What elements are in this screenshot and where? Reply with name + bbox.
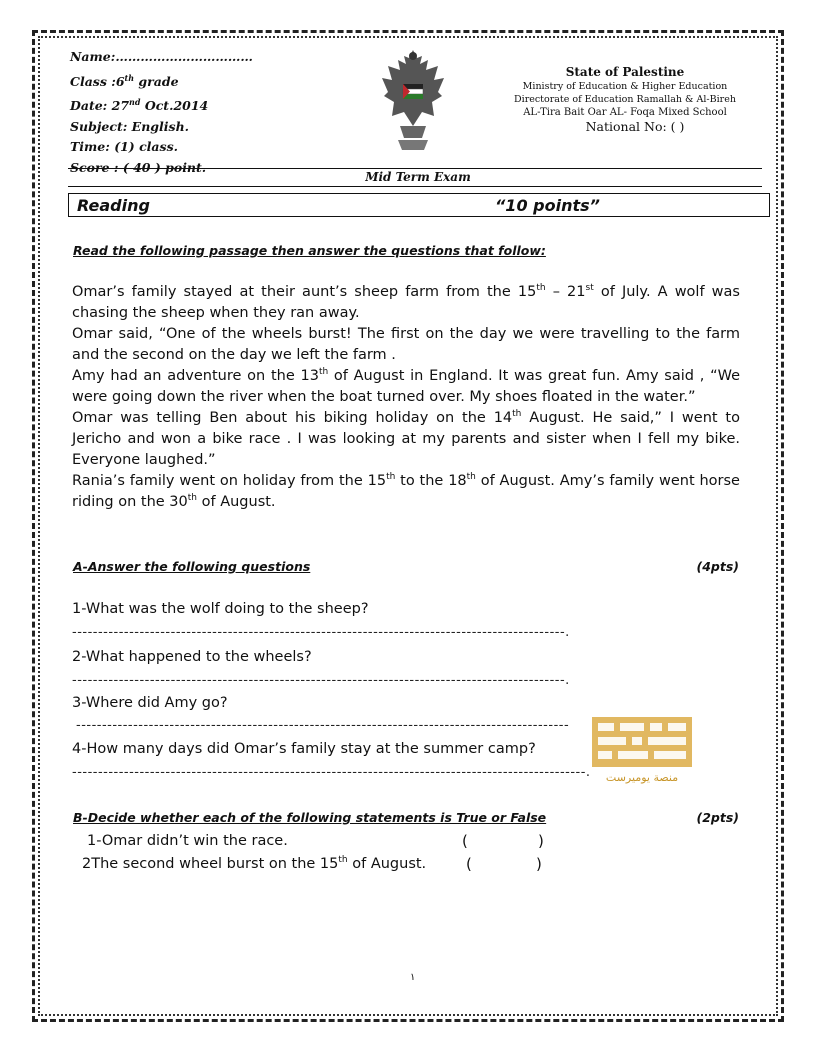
statement-1: 1-Omar didn’t win the race. [87,833,288,849]
student-info [70,47,253,178]
subject-line: Subject: English. [70,118,190,134]
name-line: Name:…………………………… [70,49,253,64]
reading-passage [72,282,740,513]
passage-paragraph-3: Amy had an adventure on the 13th of August in England. It was great fun. Amy said , “We were going down the river when the boat turned over. My shoes floated in the water.” [72,367,740,405]
question-1: 1-What was the wolf doing to the sheep? [72,601,369,617]
answer-line-2[interactable]: -----------------------------------------------------------------------------------------------. [72,673,570,688]
question-2: 2-What happened to the wheels? [72,649,312,665]
exam-title: Mid Term Exam [365,170,471,184]
statement-2-paren-open[interactable]: ( [466,855,472,873]
page-number: ١ [410,972,416,983]
time-line: Time: (1) class. [70,139,178,155]
answer-line-1[interactable]: -----------------------------------------------------------------------------------------------. [72,625,570,640]
statement-1-paren-open[interactable]: ( [462,832,468,850]
question-3: 3-Where did Amy go? [72,695,228,711]
statement-2: 2The second wheel burst on the 15th of August. [82,855,427,872]
palestine-eagle-emblem-icon [380,46,446,156]
school-name: AL-Tira Bait Oar AL- Foqa Mixed School [523,107,727,118]
answer-line-3[interactable]: ----------------------------------------------------------------------------------------------- [76,718,570,733]
ministry-name: Ministry of Education & Higher Education [522,81,728,92]
section-a-title: A-Answer the following questions (4pts) [73,559,739,574]
state-name: State of Palestine [565,65,685,79]
date-line: Date: 27nd Oct.2014 [70,97,209,114]
passage-paragraph-4: Omar was telling Ben about his biking holiday on the 14th August. He said,” I went to Jericho and won a bike race . I was looking at my parents and sister when I fell my bike. Everyone laughed.” [72,409,740,468]
passage-paragraph-5: Rania’s family went on holiday from the 15th to the 18th of August. Amy’s family went horse riding on the 30th of August. [72,472,740,510]
section-b-points: (2pts) [696,810,739,825]
reading-points: “10 points” [495,196,600,215]
reading-header-box [68,193,770,217]
answer-line-4[interactable]: ---------------------------------------------------------------------------------------------------. [72,765,591,780]
reading-instruction: Read the following passage then answer the questions that follow: [73,243,546,258]
platform-watermark-logo [590,715,694,785]
passage-paragraph-2: Omar said, “One of the wheels burst! The first on the day we were travelling to the farm and the second on the day we left the farm . [72,326,740,363]
passage-paragraph-1: Omar’s family stayed at their aunt’s sheep farm from the 15th – 21st of July. A wolf was chasing the sheep when they ran away. [72,283,740,321]
question-4: 4-How many days did Omar’s family stay at the summer camp? [72,741,536,757]
divider-top [68,168,762,169]
national-number: National No: ( ) [585,119,685,134]
divider-second [68,186,762,187]
authority-block [500,64,750,135]
class-line: Class :6th grade [70,72,179,89]
section-b-title: B-Decide whether each of the following statements is True or False (2pts) [73,810,739,825]
statement-1-paren-close[interactable]: ) [538,832,544,850]
score-line: Score : ( 40 ) point. [70,159,207,175]
reading-label: Reading [77,196,150,215]
directorate-name: Directorate of Education Ramallah & Al-Bireh [514,94,736,105]
watermark-text: منصة يوميرست [605,771,679,784]
section-a-points: (4pts) [696,559,739,574]
statement-2-paren-close[interactable]: ) [536,855,542,873]
